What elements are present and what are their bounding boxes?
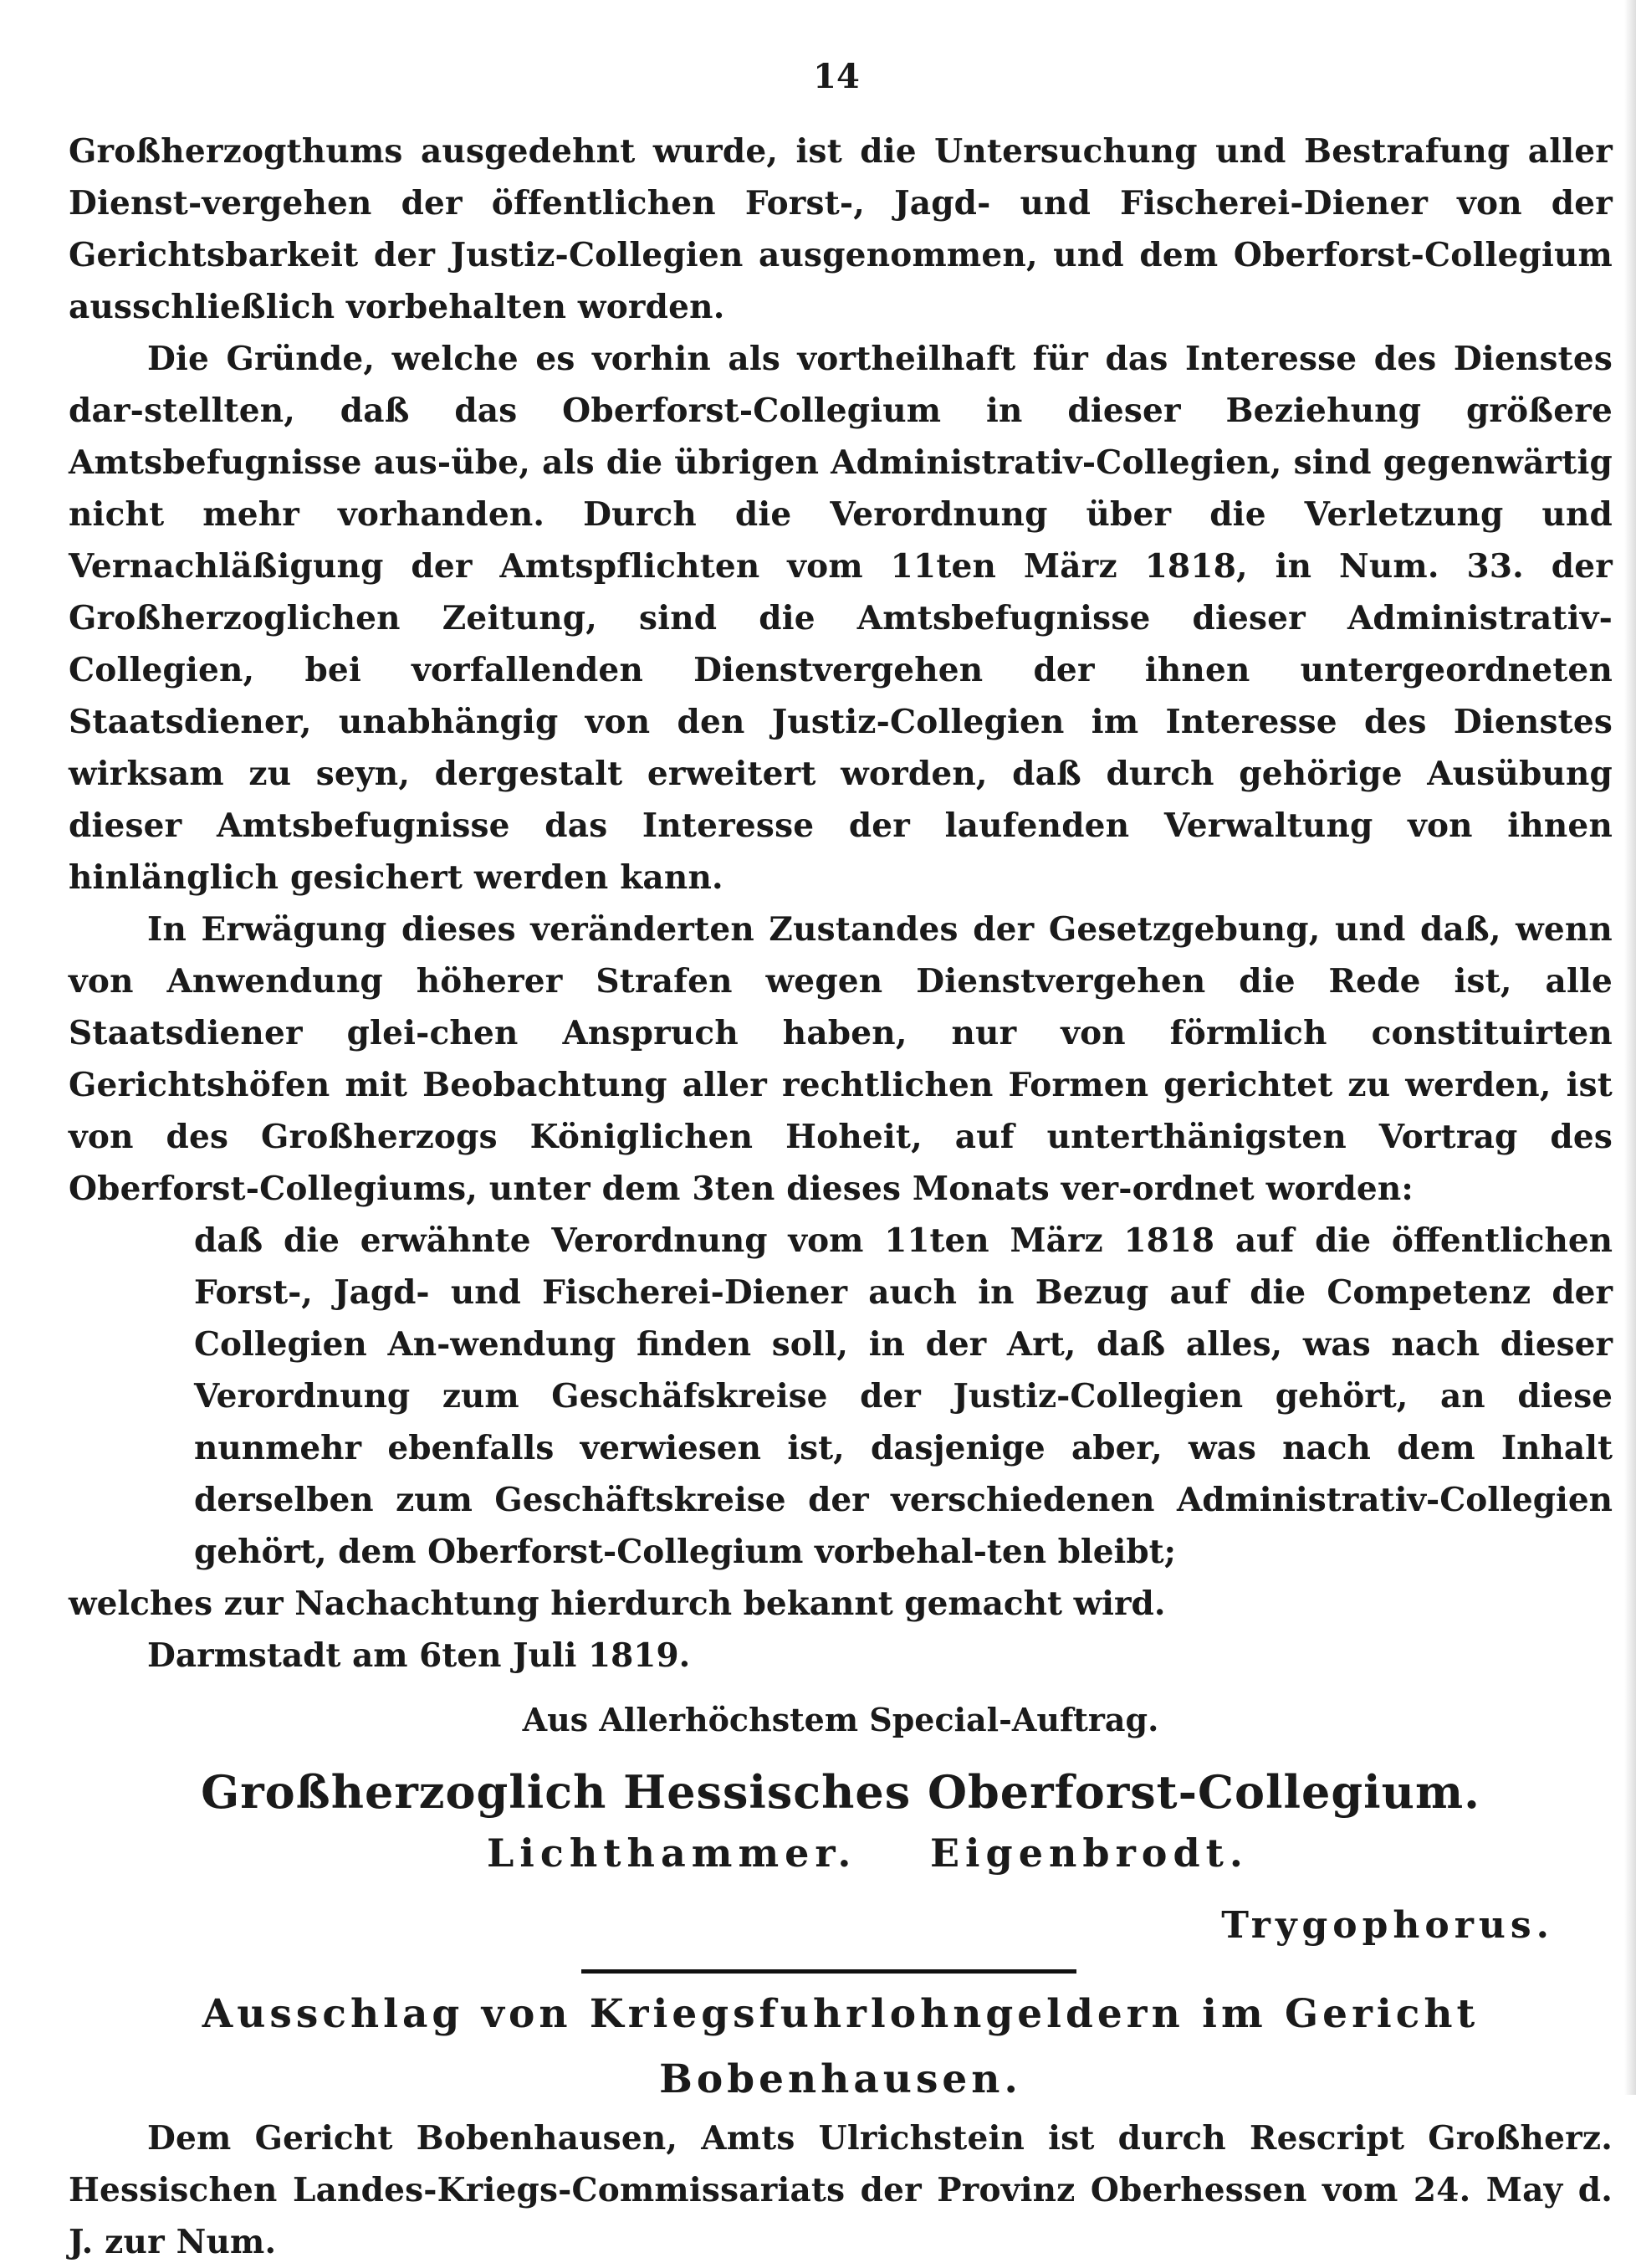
- paragraph-reasons: Die Gründe, welche es vorhin als vortheilhaft für das Interesse des Dienstes dar-stellten, daß das Oberforst-Collegium in dieser Beziehung größere Amtsbefugnisse aus-übe, als die übrigen Administrativ-Collegien, sind gegenwärtig nicht mehr vorhanden. Durch die Verordnung über die Verletzung und Vernachläßigung der Amtspflichten vom 11ten März 1818, in Num. 33. der Großherzoglichen Zeitung, sind die Amtsbefugnisse dieser Administrativ-Collegien, bei vorfallenden Dienstvergehen der ihnen untergeordneten Staatsdiener, unabhängig von den Justiz-Collegien im Interesse des Dienstes wirksam zu seyn, dergestalt erweitert worden, daß durch gehörige Ausübung dieser Amtsbefugnisse das Interesse der laufenden Verwaltung von ihnen hinlänglich gesichert werden kann.: [69, 340, 1613, 897]
- mandate-line: Aus Allerhöchstem Special-Auftrag.: [522, 1701, 1159, 1738]
- paragraph-continuation: Großherzogthums ausgedehnt wurde, ist die Untersuchung und Bestrafung aller Dienst-vergehen der öffentlichen Forst-, Jagd- und Fischerei-Diener von der Gerichtsbarkeit der Justiz-Collegien ausgenommen, und dem Oberforst-Collegium ausschließlich vorbehalten worden.: [69, 132, 1613, 326]
- section-paragraph: Dem Gericht Bobenhausen, Amts Ulrichstein ist durch Rescript Großherz. Hessischen Landes-Kriegs-Commissariats der Provinz Oberhessen vom 24. May d. J. zur Num.: [69, 2119, 1613, 2261]
- closing-line: welches zur Nachachtung hierdurch bekannt gemacht wird.: [69, 1585, 1166, 1623]
- body-text: [69, 125, 1613, 2268]
- dateline: Darmstadt am 6ten Juli 1819.: [147, 1636, 691, 1675]
- section-divider: [581, 1969, 1076, 1974]
- section-heading: Ausschlag von Kriegsfuhrlohngeldern im Gericht Bobenhausen.: [202, 1991, 1480, 2102]
- page-number: 14: [813, 57, 860, 96]
- paragraph-consideration: In Erwägung dieses veränderten Zustandes der Gesetzgebung, und daß, wenn von Anwendung höherer Strafen wegen Dienstvergehen die Rede ist, alle Staatsdiener glei-chen Anspruch haben, nur von förmlich constituirten Gerichtshöfen mit Beobachtung aller rechtlichen Formen gerichtet zu werden, ist von des Großherzogs Königlichen Hoheit, auf unterthänigsten Vortrag des Oberforst-Collegiums, unter dem 3ten dieses Monats ver-ordnet worden:: [69, 910, 1613, 1208]
- signatory-lichthammer: Lichthammer.: [487, 1830, 857, 1876]
- page-edge-shadow: [1624, 0, 1636, 2095]
- signatory-eigenbrodt: Eigenbrodt.: [930, 1830, 1249, 1876]
- issuing-authority: Großherzoglich Hessisches Oberforst-Collegium.: [201, 1765, 1480, 1819]
- signatory-row-second: [69, 1886, 1613, 1959]
- signatory-trygophorus: Trygophorus.: [1221, 1904, 1554, 1947]
- signatories-row: [69, 1827, 1613, 1886]
- decree-clause: daß die erwähnte Verordnung vom 11ten März 1818 auf die öffentlichen Forst-, Jagd- und Fischerei-Diener auch in Bezug auf die Competenz der Collegien An-wendung finden soll, in der Art, daß alles, was nach dieser Verordnung zum Geschäfskreise der Justiz-Collegien gehört, an diese nunmehr ebenfalls verwiesen ist, dasjenige aber, was nach dem Inhalt derselben zum Geschäftskreise der verschiedenen Administrativ-Collegien gehört, dem Oberforst-Collegium vorbehal-ten bleibt;: [194, 1221, 1613, 1571]
